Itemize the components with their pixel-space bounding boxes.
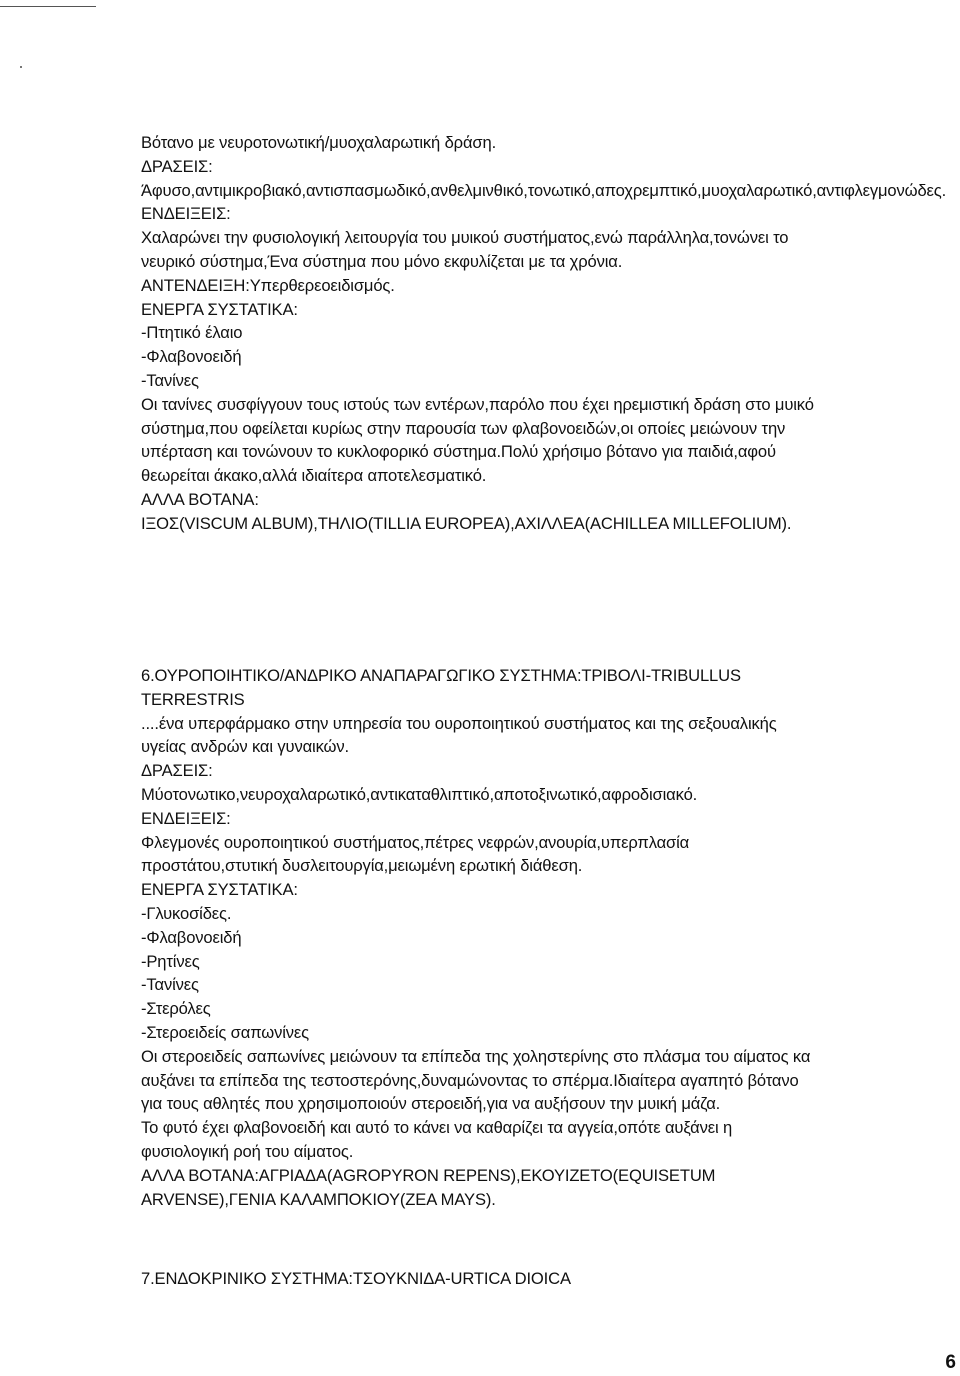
section-heading: 6.ΟΥΡΟΠΟΙΗΤΙΚΟ/ΑΝΔΡΙΚΟ ΑΝΑΠΑΡΑΓΩΓΙΚΟ ΣΥΣΤΗΜΑ:ΤΡΙΒΟΛΙ-TRIBULLUS TERRESTRIS <box>141 666 741 709</box>
other-herbs-list: ΑΛΛΑ ΒΟΤΑΝΑ:ΑΓΡΙΑΔΑ(AGROPYRON REPENS),ΕΚΟΥΙΖΕΤΟ(EQUISETUM ARVENSE),ΓΕΝΙΑ ΚΑΛΑΜΠΟΚΙΟΥ(ZEA MAYS). <box>141 1165 716 1209</box>
ingredient-item: -Τανίνες <box>141 975 199 995</box>
section-heading: 7.ΕΝΔΟΚΡΙΝΙΚΟ ΣΥΣΤΗΜΑ:ΤΣΟΥΚΝΙΔΑ-URTICA DIOICA <box>141 1269 571 1288</box>
ingredient-item: -Γλυκοσίδες. <box>141 903 232 923</box>
ingredients-heading: ΕΝΕΡΓΑ ΣΥΣΤΑΤΙΚΑ: <box>141 880 298 900</box>
top-edge-rule <box>0 6 96 7</box>
section-intro: ....ένα υπερφάρμακο στην υπηρεσία του ουροποιητικού συστήματος και της σεξουαλικής υγείας ανδρών και γυναικών. <box>141 713 777 757</box>
ingredient-item: -Στερόλες <box>141 999 211 1019</box>
intro-line: Βότανο με νευροτονωτική/μυοχαλαρωτική δράση. <box>141 133 497 152</box>
actions-text: Άφυσο,αντιμικροβιακό,αντισπασμωδικό,ανθελμινθικό,τονωτικό,αποχρεμπτικό,μυοχαλαρωτικό,αντιφλεγμονώδες. <box>141 180 947 200</box>
ingredient-item: -Φλαβονοειδή <box>141 347 242 367</box>
section-6-body <box>141 664 821 1211</box>
ingredient-item: -Πτητικό έλαιο <box>141 323 243 343</box>
section-7-body <box>141 1267 821 1291</box>
indications-heading: ΕΝΔΕΙΞΕΙΣ: <box>141 808 231 828</box>
ingredient-item: -Στεροειδείς σαπωνίνες <box>141 1022 310 1042</box>
actions-heading: ΔΡΑΣΕΙΣ: <box>141 156 213 176</box>
indications-text: Χαλαρώνει την φυσιολογική λειτουργία του μυικού συστήματος,ενώ παράλληλα,τονώνει το νευρικό σύστημα,Ένα σύστημα που μόνο εκφυλίζεται με τα χρόνια. <box>141 228 789 271</box>
tannins-paragraph: Οι τανίνες συσφίγγουν τους ιστούς των εντέρων,παρόλο που έχει ηρεμιστική δράση στο μυικό σύστημα,που οφείλεται κυρίως στην παρουσία των φλαβονοειδών,οι οποίες μειώνουν την υπέρταση και τονώνουν το κυκλοφορικό σύστημα.Πολύ χρήσιμο βότανο για παιδιά,αφού θεωρείται άκακο,αλλά ιδιαίτερα αποτελεσματικό. <box>141 394 814 486</box>
actions-text: Μύοτονωτικο,νευροχαλαρωτικό,αντικαταθλιπτικό,αποτοξινωτικό,αφροδισιακό. <box>141 784 698 804</box>
other-herbs-list: ΙΞΟΣ(VISCUM ALBUM),ΤΗΛΙΟ(TILLIA EUROPEA),ΑΧΙΛΛΕΑ(ACHILLEA MILLEFOLIUM). <box>141 513 792 533</box>
indications-text: Φλεγμονές ουροποιητικού συστήματος,πέτρες νεφρών,ανουρία,υπερπλασία προστάτου,στυτική δυσλειτουργία,μειωμένη ερωτική διάθεση. <box>141 832 690 876</box>
ingredient-item: -Τανίνες <box>141 370 199 390</box>
scan-speck <box>20 66 22 68</box>
actions-heading: ΔΡΑΣΕΙΣ: <box>141 761 213 781</box>
ingredients-heading: ΕΝΕΡΓΑ ΣΥΣΤΑΤΙΚΑ: <box>141 299 298 319</box>
flavonoids-paragraph: Το φυτό έχει φλαβονοειδή και αυτό το κάνει να καθαρίζει τα αγγεία,οπότε αυξάνει η φυσιολογική ροή του αίματος. <box>141 1118 733 1161</box>
saponins-paragraph: Οι στεροειδείς σαπωνίνες μειώνουν τα επίπεδα της χοληστερίνης στο πλάσμα του αίματος κα αυξάνει τα επίπεδα της τεστοστερόνης,δυναμώνοντας το σπέρμα.Ιδιαίτερα αγαπητό βότανο για τους αθλητές που χρησιμοποιούν στεροειδή,για να αυξήσουν την μυική μάζα. <box>141 1046 811 1114</box>
ingredient-item: -Ρητίνες <box>141 951 200 971</box>
indications-heading: ΕΝΔΕΙΞΕΙΣ: <box>141 204 231 224</box>
contraindication-line: ΑΝΤΕΝΔΕΙΞΗ:Υπερθερεοειδισμός. <box>141 275 395 295</box>
other-herbs-heading: ΑΛΛΑ ΒΟΤΑΝΑ: <box>141 489 259 509</box>
ingredient-item: -Φλαβονοειδή <box>141 927 242 947</box>
page-number: 6 <box>945 1352 956 1373</box>
section-5-body <box>141 131 947 536</box>
